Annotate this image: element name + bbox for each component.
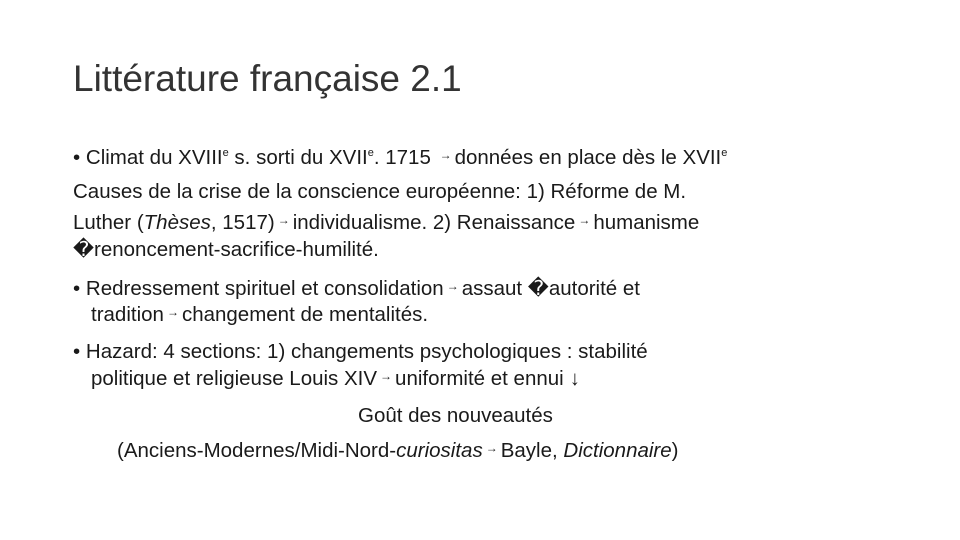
bullet-line-1 (73, 146, 727, 170)
italic-text: curiositas (396, 439, 483, 462)
text-segment: ) (671, 439, 679, 462)
text-line-8 (91, 367, 580, 391)
text-segment: Hazard: 4 sections: 1) changements psychologiques : stabilité (85, 340, 648, 363)
text-segment: s. sorti du XVII (228, 146, 368, 169)
superscript: e (721, 147, 728, 159)
arrow-right-icon: → (166, 305, 179, 319)
text-line-10 (117, 439, 678, 463)
text-segment: Climat du XVIII (85, 146, 223, 169)
text-line-4: �renoncement-sacrifice-humilité. (73, 238, 379, 261)
arrow-right-icon: → (277, 213, 290, 227)
text-line-3 (73, 211, 699, 235)
bullet-line-7 (73, 340, 648, 364)
text-segment: assaut �autorité et (461, 277, 640, 300)
arrow-right-icon: → (439, 148, 452, 162)
text-line-9: Goût des nouveautés (358, 404, 553, 427)
slide-title: Littérature française 2.1 (73, 58, 462, 99)
bullet-icon: • (73, 146, 81, 169)
arrow-down-icon: ↓ (569, 367, 580, 390)
text-line-6 (91, 303, 428, 327)
text-segment: Redressement spirituel et consolidation (85, 277, 444, 300)
text-segment: humanisme (593, 211, 700, 234)
bullet-line-5 (73, 276, 640, 301)
text-segment: changement de mentalités. (181, 303, 429, 326)
arrow-right-icon: → (485, 441, 498, 455)
text-segment: , 1517) (210, 211, 275, 234)
bullet-icon: • (73, 340, 81, 363)
text-line-2: Causes de la crise de la conscience européenne: 1) Réforme de M. (73, 180, 687, 203)
text-segment: uniformité et ennui (395, 367, 564, 390)
text-segment: Bayle, (500, 439, 558, 462)
arrow-right-icon: → (380, 369, 393, 383)
arrow-right-icon: → (446, 279, 459, 293)
text-segment: Luther ( (73, 211, 144, 234)
italic-text: Dictionnaire (563, 439, 672, 462)
superscript: e (222, 147, 229, 159)
text-segment: individualisme. 2) Renaissance (292, 211, 576, 234)
text-segment: . 1715 (373, 146, 431, 169)
italic-text: Thèses (143, 211, 211, 234)
text-segment: tradition (91, 303, 164, 326)
text-segment: données en place dès le XVII (454, 146, 722, 169)
arrow-right-icon: → (578, 213, 591, 227)
superscript: e (367, 147, 374, 159)
bullet-icon: • (73, 277, 81, 300)
text-segment: politique et religieuse Louis XIV (91, 367, 378, 390)
text-segment: (Anciens-Modernes/Midi-Nord- (117, 439, 397, 462)
